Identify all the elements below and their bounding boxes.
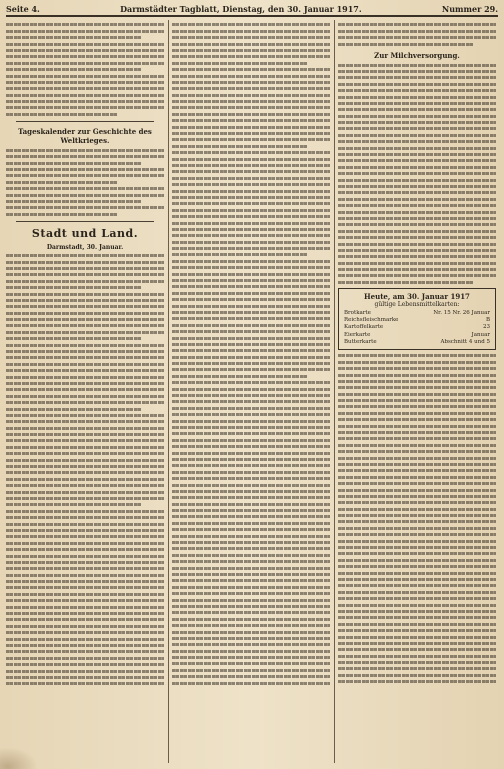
ration-row bbox=[343, 310, 491, 317]
ration-label: Brotkarte bbox=[344, 309, 371, 316]
ration-label: Butterkarte bbox=[344, 339, 377, 346]
ration-row bbox=[343, 332, 491, 339]
masthead-line: Darmstädter Tagblatt, Dienstag, den 30. Januar 1917. bbox=[120, 4, 362, 14]
ration-value: Januar bbox=[471, 331, 490, 338]
article-text bbox=[338, 64, 496, 284]
issue-number: Nummer 29. bbox=[441, 4, 498, 14]
ration-table bbox=[343, 310, 491, 346]
ration-box-title: Heute, am 30. Januar 1917 bbox=[364, 291, 470, 301]
section-heading-stadt-und-land: Stadt und Land. bbox=[31, 226, 139, 240]
article-text bbox=[6, 23, 164, 115]
section-heading-milchversorgung: Zur Milchversorgung. bbox=[374, 50, 460, 60]
column-right bbox=[338, 20, 496, 765]
section-heading-kalender: Tageskalender zur Geschichte des Weltkrieges. bbox=[18, 126, 152, 145]
ration-value: Nr. 15 Nr. 26 Januar bbox=[433, 309, 490, 316]
article-text bbox=[338, 23, 496, 45]
article-text bbox=[338, 354, 496, 683]
ration-row bbox=[343, 317, 491, 324]
article-text bbox=[172, 23, 330, 684]
header-rule bbox=[6, 16, 498, 17]
ration-value: 23 bbox=[483, 324, 490, 331]
page-header bbox=[6, 3, 498, 16]
article-text bbox=[6, 254, 164, 685]
ration-value: B bbox=[485, 317, 490, 324]
section-divider bbox=[16, 221, 154, 222]
ration-label: Eierkarte bbox=[344, 331, 371, 338]
ration-row bbox=[343, 324, 491, 331]
paper-stain bbox=[0, 747, 38, 769]
column-left bbox=[6, 20, 164, 765]
ration-cards-box bbox=[338, 288, 496, 350]
column-middle bbox=[172, 20, 330, 765]
ration-value: Abschnitt 4 und 5 bbox=[440, 339, 490, 346]
ration-label: Reichsfleischmarke bbox=[344, 317, 399, 324]
page-number: Seite 4. bbox=[6, 4, 40, 14]
ration-row bbox=[343, 339, 491, 346]
ration-label: Kartoffelkarte bbox=[344, 324, 384, 331]
column-divider bbox=[168, 20, 169, 763]
section-divider bbox=[16, 121, 154, 122]
dateline: Darmstadt, 30. Januar. bbox=[46, 243, 124, 251]
column-divider bbox=[334, 20, 335, 763]
ration-box-subtitle: gültige Lebensmittelkarten: bbox=[374, 300, 460, 308]
article-text bbox=[6, 149, 164, 216]
